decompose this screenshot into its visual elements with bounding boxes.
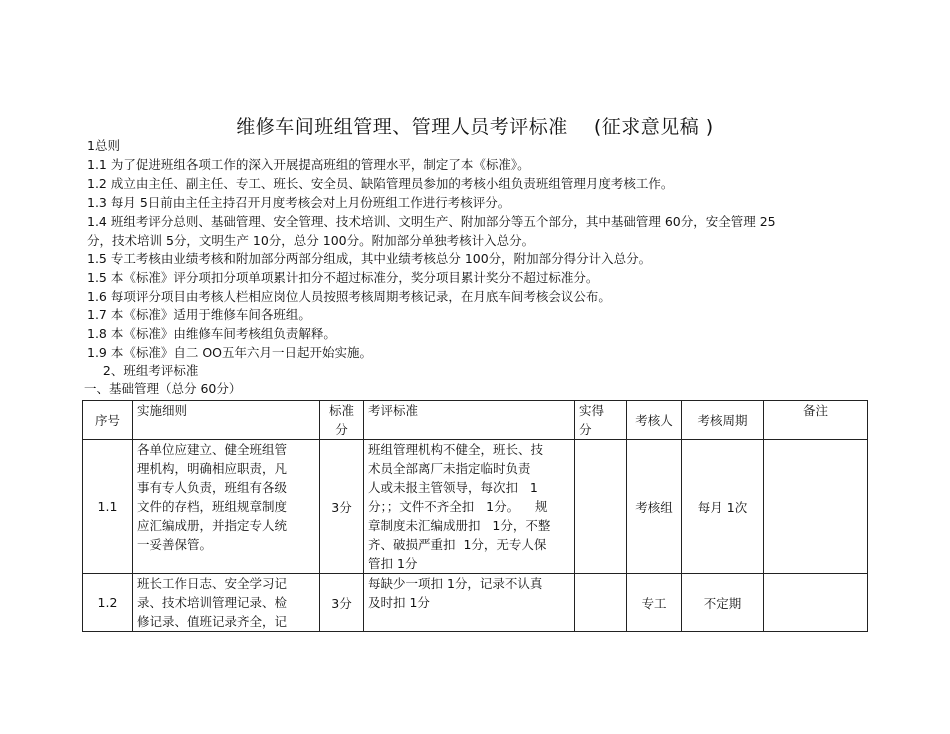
cell-criteria: 每缺少一项扣 1分，记录不认真 及时扣 1分 [364, 574, 575, 632]
title-main: 维修车间班组管理、管理人员考评标准 [236, 116, 568, 138]
header-remark: 备注 [764, 401, 868, 440]
header-actual: 实得 分 [575, 401, 627, 440]
paragraph: 1.1 为了促进班组各项工作的深入开展提高班组的管理水平，制定了本《标准》。 [87, 157, 530, 172]
header-standard: 标准 分 [320, 401, 364, 440]
header-detail: 实施细则 [133, 401, 320, 440]
cell-assessor: 考核组 [627, 440, 682, 574]
assessment-table [82, 400, 868, 632]
paragraph: 1.7 本《标准》适用于维修车间各班组。 [87, 307, 311, 322]
header-criteria: 考评标准 [364, 401, 575, 440]
paragraph: 1.3 每月 5日前由主任主持召开月度考核会对上月份班组工作进行考核评分。 [87, 195, 511, 210]
document-title [0, 112, 950, 139]
cell-seq: 1.1 [83, 440, 133, 574]
cell-remark [764, 440, 868, 574]
paragraph: 1.6 每项评分项目由考核人栏相应岗位人员按照考核周期考核记录，在月底车间考核会议公布。 [87, 289, 611, 304]
title-suffix: (征求意见稿 ) [593, 116, 714, 138]
paragraph: 1.2 成立由主任、副主任、专工、班长、安全员、缺陷管理员参加的考核小组负责班组管理月度考核工作。 [87, 176, 674, 191]
header-seq: 序号 [83, 401, 133, 440]
cell-remark [764, 574, 868, 632]
cell-cycle: 不定期 [682, 574, 764, 632]
cell-standard: 3分 [320, 574, 364, 632]
paragraph: 1总则 [87, 138, 120, 153]
cell-actual [575, 440, 627, 574]
cell-standard: 3分 [320, 440, 364, 574]
header-cycle: 考核周期 [682, 401, 764, 440]
cell-criteria: 班组管理机构不健全，班长、技 术员全部离厂未指定临时负责 人或未报主管领导，每次扣 1 分；；文件不齐全扣 1分。 规 章制度未汇编成册扣 1分，不整 齐、破损严重扣 1分，无专人保 管扣 1分 [364, 440, 575, 574]
paragraph: 1.4 班组考评分总则、基础管理、安全管理、技术培训、文明生产、附加部分等五个部分，其中基础管理 60分，安全管理 25 [87, 214, 776, 229]
cell-detail: 各单位应建立、健全班组管 理机构，明确相应职责，凡 事有专人负责，班组有各级 文件的存档，班组规章制度 应汇编成册，并指定专人统 一妥善保管。 [133, 440, 320, 574]
section-heading: 2、班组考评标准 [87, 363, 199, 378]
paragraph: 1.9 本《标准》自二 OO五年六月一日起开始实施。 [87, 345, 373, 360]
paragraph: 分，技术培训 5分，文明生产 10分，总分 100分。附加部分单独考核计入总分。 [87, 233, 535, 248]
cell-cycle: 每月 1次 [682, 440, 764, 574]
paragraph: 1.5 本《标准》评分项扣分项单项累计扣分不超过标准分，奖分项目累计奖分不超过标准分。 [87, 270, 599, 285]
table-row [83, 440, 868, 574]
paragraph: 1.5 专工考核由业绩考核和附加部分两部分组成，其中业绩考核总分 100分，附加部分得分计入总分。 [87, 251, 652, 266]
cell-detail: 班长工作日志、安全学习记 录、技术培训管理记录、检 修记录、值班记录齐全，记 [133, 574, 320, 632]
cell-actual [575, 574, 627, 632]
cell-seq: 1.2 [83, 574, 133, 632]
table-row [83, 574, 868, 632]
cell-assessor: 专工 [627, 574, 682, 632]
subsection-heading: 一、基础管理（总分 60分） [84, 381, 242, 396]
paragraph: 1.8 本《标准》由维修车间考核组负责解释。 [87, 326, 336, 341]
header-assessor: 考核人 [627, 401, 682, 440]
table-header-row [83, 401, 868, 440]
